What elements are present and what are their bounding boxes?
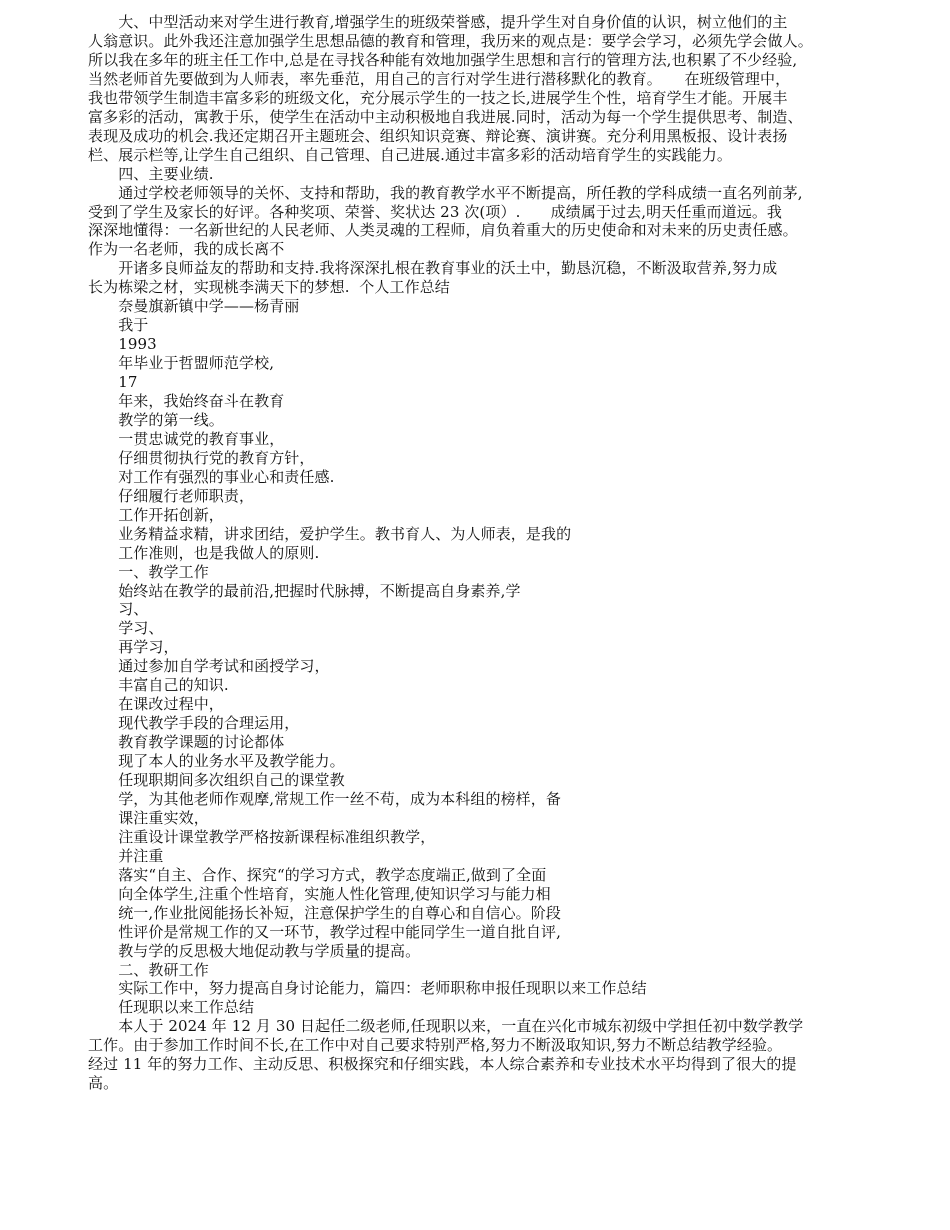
text-line: 高。 xyxy=(88,1074,119,1093)
text-line: 学习、 xyxy=(88,619,164,638)
text-line: 对工作有强烈的事业心和责任感. xyxy=(88,467,335,486)
text-line: 丰富自己的知识. xyxy=(88,676,229,695)
text-line: 一贯忠诚党的教育事业， xyxy=(88,429,285,448)
text-line: 教学的第一线。 xyxy=(88,410,224,429)
text-line: 年毕业于哲盟师范学校, xyxy=(88,354,275,373)
text-line: 任现职期间多次组织自己的课堂教 xyxy=(88,771,345,789)
text-line: 实际工作中，努力提高自身讨论能力，篇四：老师职称申报任现职以来工作总结 xyxy=(88,979,647,998)
text-line: 表现及成功的机会.我还定期召开主题班会、组织知识竞赛、辩论赛、演讲赛。充分利用黑板报、设计表扬 xyxy=(88,126,788,145)
text-line: 1993 xyxy=(88,335,157,354)
text-line: 开诸多良师益友的帮助和支持.我将深深扎根在教育事业的沃土中，勤恳沉稳，不断汲取营养,努力成 xyxy=(88,259,778,278)
text-line: 受到了学生及家长的好评。各种奖项、荣誉、奖状达 23 次(项）. 成绩属于过去,明天任重而道远。我 xyxy=(88,202,783,221)
text-line: 人翁意识。此外我还注意加强学生思想品德的教育和管理，我历来的观点是：要学会学习，必须先学会做人。 xyxy=(88,31,813,50)
text-line: 年来，我始终奋斗在教育 xyxy=(88,392,285,410)
text-line: 深深地懂得：一名新世纪的人民老师、人类灵魂的工程师，肩负着重大的历史使命和对未来的历史责任感。 xyxy=(88,221,798,240)
text-line: 工作准则，也是我做人的原则. xyxy=(88,543,320,562)
text-line: 工作。由于参加工作时间不长,在工作中对自己要求特别严格,努力不断汲取知识,努力不断总结教学经验。 xyxy=(88,1036,783,1055)
text-line: 所以我在多年的班主任工作中,总是在寻找各种能有效地加强学生思想和言行的管理方法,也积累了不少经验, xyxy=(88,50,798,69)
text-line: 并注重 xyxy=(88,846,164,865)
text-line: 仔细贯彻执行党的教育方针， xyxy=(88,448,315,467)
text-line: 性评价是常规工作的又一环节，教学过程中能同学生一道自批自评, xyxy=(88,922,561,941)
text-line: 业务精益求精，讲求团结，爱护学生。教书育人、为人师表，是我的 xyxy=(88,524,572,543)
text-line: 奈曼旗新镇中学——杨青丽 xyxy=(88,297,300,316)
text-line: 工作开拓创新， xyxy=(88,505,224,524)
text-line: 向全体学生,注重个性培育，实施人性化管理,使知识学习与能力相 xyxy=(88,884,551,903)
text-line: 大、中型活动来对学生进行教育,增强学生的班级荣誉感，提升学生对自身价值的认识，树立他们的主 xyxy=(88,13,788,31)
text-line: 再学习， xyxy=(88,638,179,657)
text-line: 教与学的反思极大地促动教与学质量的提高。 xyxy=(88,941,421,960)
text-line: 四、主要业绩. xyxy=(88,164,214,183)
text-line: 任现职以来工作总结 xyxy=(88,998,255,1017)
text-line: 通过参加自学考试和函授学习， xyxy=(88,657,330,676)
text-line: 二、教研工作 xyxy=(88,960,209,979)
text-line: 当然老师首先要做到为人师表，率先垂范，用自己的言行对学生进行潜移默化的教育。 在班级管理中， xyxy=(88,69,791,88)
text-line: 本人于 2024 年 12 月 30 日起任二级老师,任现职以来，一直在兴化市城东初级中学担任初中数学教学 xyxy=(88,1017,804,1036)
text-line: 一、教学工作 xyxy=(88,562,209,581)
text-line: 长为栋梁之材，实现桃李满天下的梦想. 个人工作总结 xyxy=(88,278,450,297)
text-line: 作为一名老师，我的成长离不 xyxy=(88,240,285,259)
text-line: 我也带领学生制造丰富多彩的班级文化，充分展示学生的一技之长,进展学生个性，培育学生才能。开展丰 xyxy=(88,88,788,107)
text-line: 课注重实效， xyxy=(88,808,209,827)
text-line: 经过 11 年的努力工作、主动反思、积极探究和仔细实践，本人综合素养和专业技术水平均得到了很大的提 xyxy=(88,1055,797,1074)
text-line: 教育教学课题的讨论都体 xyxy=(88,733,285,752)
text-line: 统一,作业批阅能扬长补短，注意保护学生的自尊心和自信心。阶段 xyxy=(88,903,561,922)
text-line: 我于 xyxy=(88,316,149,335)
text-line: 栏、展示栏等,让学生自己组织、自己管理、自己进展.通过丰富多彩的活动培育学生的实践能力。 xyxy=(88,145,732,164)
text-line: 始终站在教学的最前沿,把握时代脉搏，不断提高自身素养,学 xyxy=(88,581,521,600)
text-line: 富多彩的活动，寓教于乐，使学生在活动中主动积极地自我进展.同时，活动为每一个学生提供思考、制造、 xyxy=(88,107,803,126)
text-line: 仔细履行老师职责， xyxy=(88,486,255,505)
text-line: 学，为其他老师作观摩,常规工作一丝不苟，成为本科组的榜样，备 xyxy=(88,789,561,808)
text-line: 落实“自主、合作、探究“的学习方式，教学态度端正,做到了全面 xyxy=(88,865,547,884)
text-line: 在课改过程中， xyxy=(88,695,224,714)
text-line: 现了本人的业务水平及教学能力。 xyxy=(88,752,345,771)
text-line: 17 xyxy=(88,373,138,392)
text-line: 通过学校老师领导的关怀、支持和帮助，我的教育教学水平不断提高，所任教的学科成绩一直名列前茅, xyxy=(88,183,803,202)
text-line: 习、 xyxy=(88,600,149,619)
text-line: 注重设计课堂教学严格按新课程标准组织教学， xyxy=(88,827,436,846)
text-line: 现代教学手段的合理运用， xyxy=(88,714,300,733)
